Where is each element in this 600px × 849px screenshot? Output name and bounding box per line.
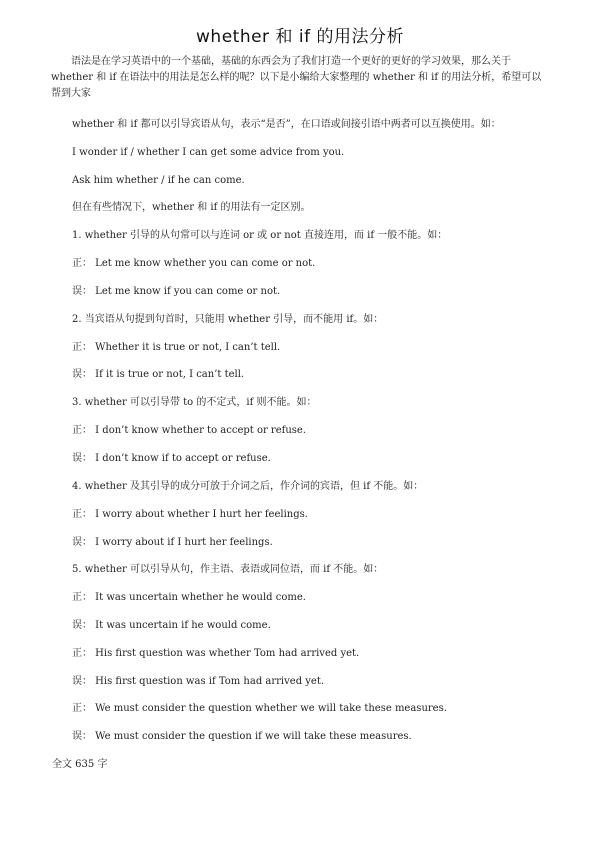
example-sentence: Ask him whether / if he can come. (72, 175, 245, 186)
correct-example: 正： Whether it is true or not, I can’t tell. (72, 342, 281, 353)
rule-heading-4: 4. whether 及其引导的成分可放于介词之后，作介词的宾语，但 if 不能。如： (72, 481, 424, 492)
body-line: 但在有些情况下，whether 和 if 的用法有一定区别。 (72, 202, 311, 213)
example-sentence: I wonder if / whether I can get some advice from you. (72, 147, 345, 158)
rule-heading-2: 2. 当宾语从句提到句首时，只能用 whether 引导，而不能用 if。如： (72, 314, 384, 325)
wrong-example: 误： I worry about if I hurt her feelings. (72, 537, 273, 548)
intro-paragraph: 语法是在学习英语中的一个基础，基础的东西会为了我们打造一个更好的更好的学习效果，那么关于whether 和 if 在语法中的用法是怎么样的呢？以下是小编给大家整理的 whether 和 if 的用法分析，希望可以帮到大家 (51, 56, 542, 99)
page-title: whether 和 if 的用法分析 (196, 27, 404, 47)
wrong-example: 误： If it is true or not, I can’t tell. (72, 369, 245, 380)
wrong-example: 误： Let me know if you can come or not. (72, 286, 281, 297)
correct-example: 正： I don’t know whether to accept or refuse. (72, 425, 307, 436)
rule-heading-5: 5. whether 可以引导从句，作主语、表语或同位语，而 if 不能。如： (72, 564, 384, 575)
correct-example: 正： His first question was whether Tom had arrived yet. (72, 648, 360, 659)
wrong-example: 误： His first question was if Tom had arrived yet. (72, 676, 325, 687)
correct-example: 正： We must consider the question whether we will take these measures. (72, 703, 447, 714)
word-count: 全文 635 字 (52, 759, 108, 770)
correct-example: 正： I worry about whether I hurt her feelings. (72, 509, 308, 520)
correct-example: 正： Let me know whether you can come or not. (72, 258, 316, 269)
rule-heading-3: 3. whether 可以引导带 to 的不定式，if 则不能。如： (72, 397, 317, 408)
wrong-example: 误： I don’t know if to accept or refuse. (72, 453, 271, 464)
wrong-example: 误： It was uncertain if he would come. (72, 620, 271, 631)
body-line: whether 和 if 都可以引导宾语从句，表示“是否”，在口语或间接引语中两者可以互换使用。如： (72, 119, 501, 130)
correct-example: 正： It was uncertain whether he would come. (72, 592, 306, 603)
wrong-example: 误： We must consider the question if we will take these measures. (72, 731, 412, 742)
rule-heading-1: 1. whether 引导的从句常可以与连词 or 或 or not 直接连用，而 if 一般不能。如： (72, 230, 448, 241)
